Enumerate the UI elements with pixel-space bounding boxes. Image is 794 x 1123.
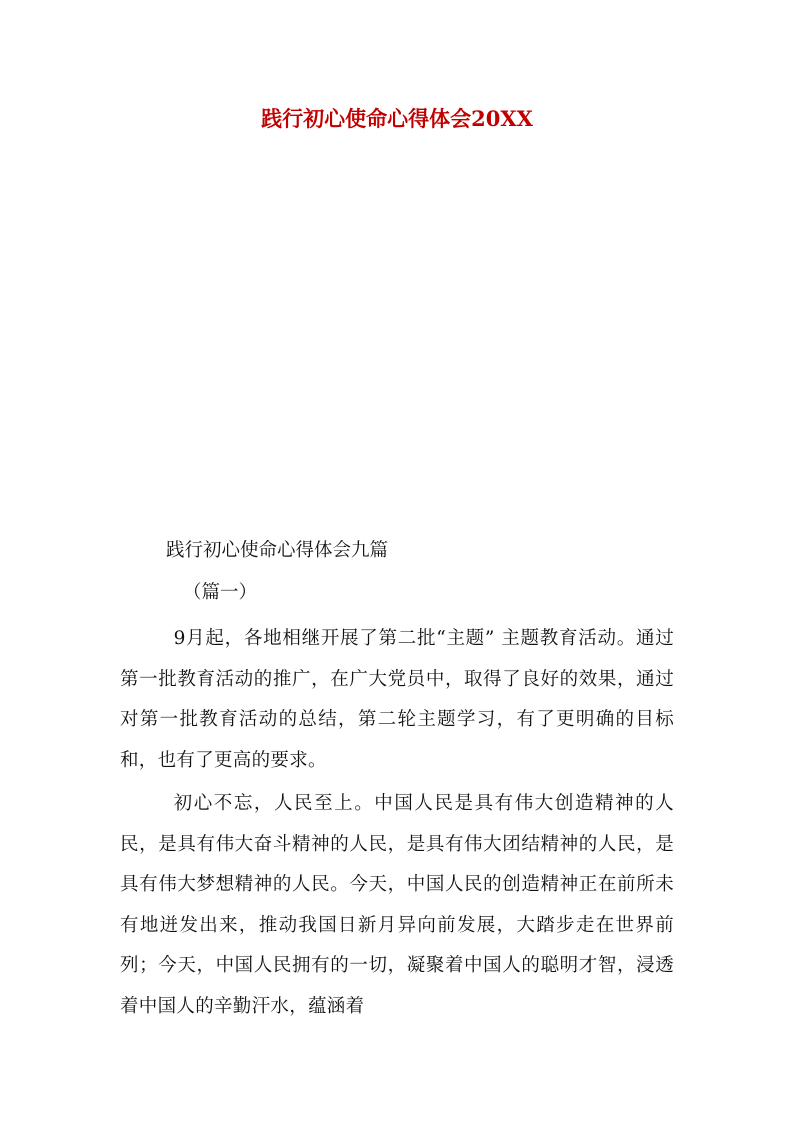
paragraph-1: 9月起，各地相继开展了第二批“主题” 主题教育活动。通过第一批教育活动的推广，在广大党员中，取得了良好的效果，通过对第一批教育活动的总结，第二轮主题学习，有了更明确的目标和，也有了更高的要求。	[120, 628, 674, 771]
section-heading: （篇一）	[183, 582, 258, 603]
document-title: 践行初心使命心得体会20XX	[261, 106, 533, 131]
document-subtitle: 践行初心使命心得体会九篇	[166, 540, 389, 561]
paragraph-2: 初心不忘，人民至上。中国人民是具有伟大创造精神的人民，是具有伟大奋斗精神的人民，是具有伟大团结精神的人民，是具有伟大梦想精神的人民。今天，中国人民的创造精神正在前所未有地迸发出来，推动我国日新月异向前发展，大踏步走在世界前列；今天，中国人民拥有的一切，凝聚着中国人的聪明才智，浸透着中国人的辛勤汗水，蕴涵着	[120, 793, 674, 1017]
